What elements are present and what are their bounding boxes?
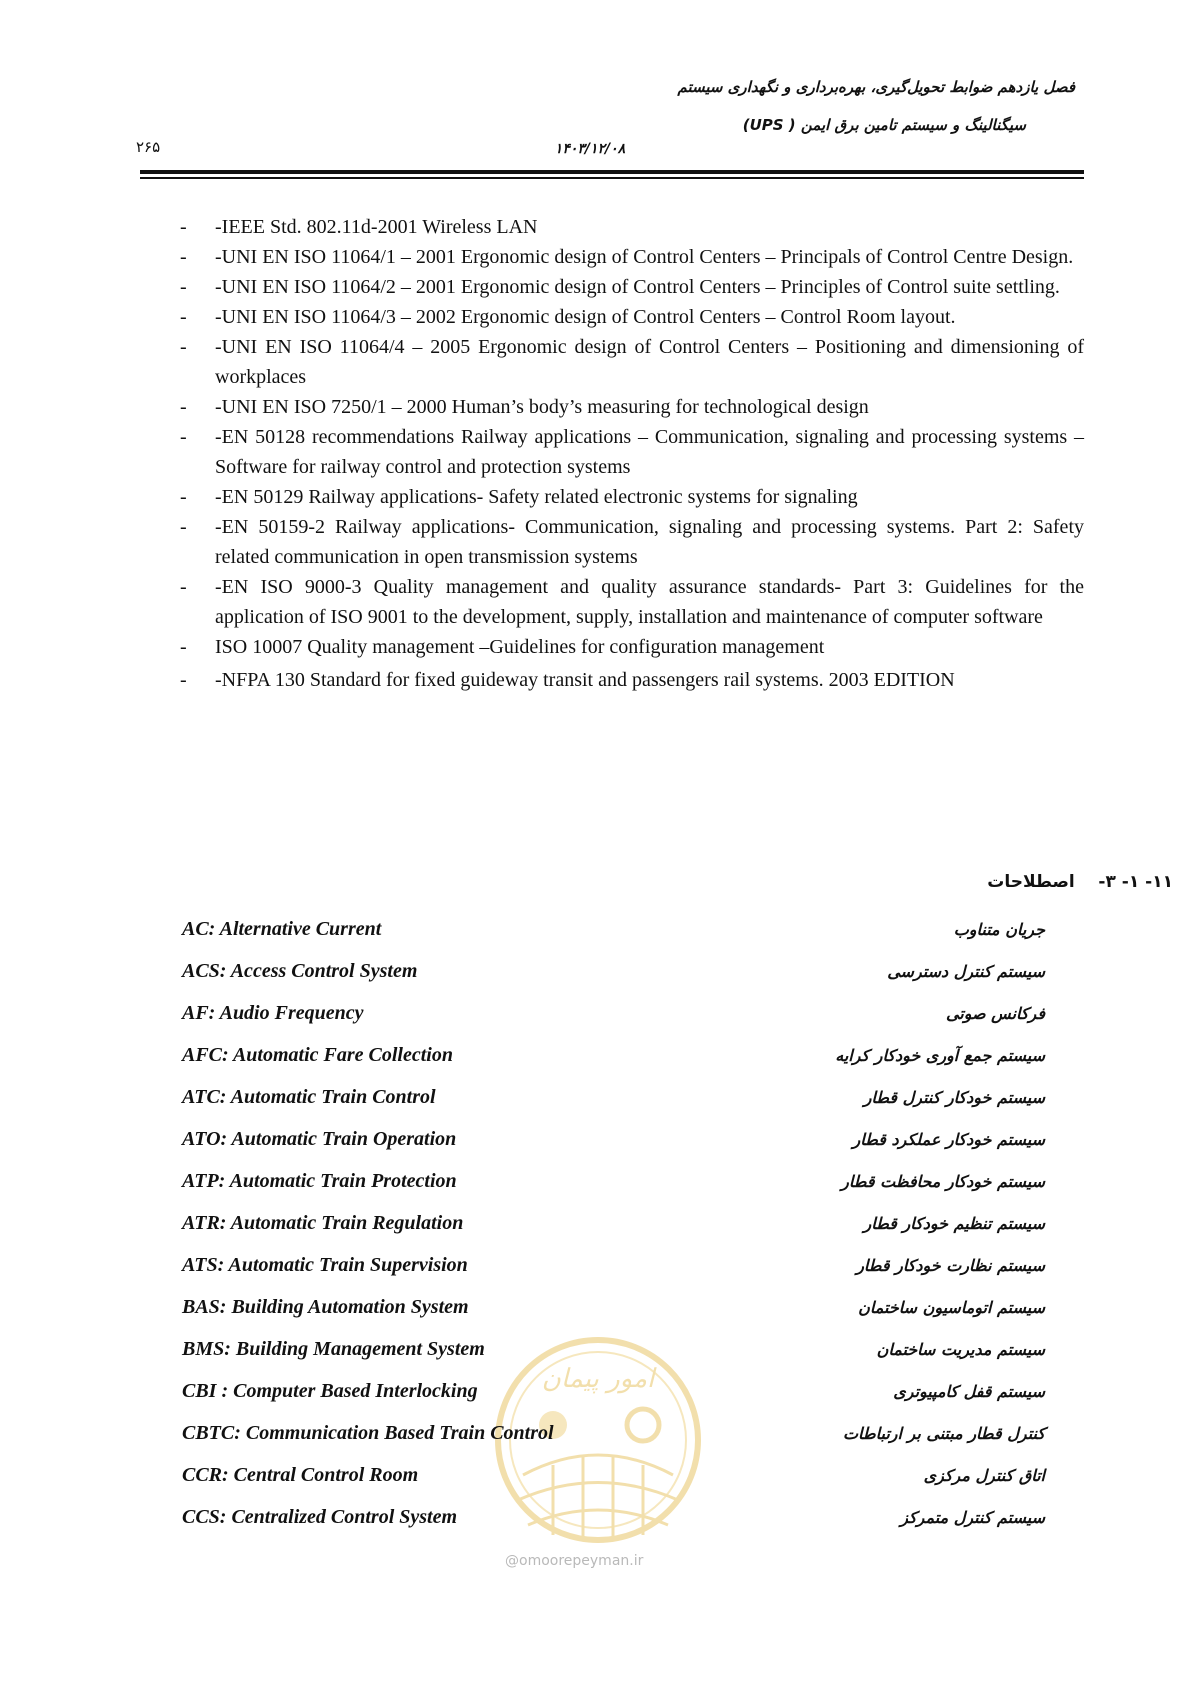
reference-list: [172, 212, 1084, 695]
watermark-logo-text: امور پیمان: [541, 1364, 655, 1394]
term-english: AC: Alternative Current: [182, 918, 382, 940]
term-persian: جریان متناوب: [953, 920, 1045, 939]
term-row: [0, 1254, 1191, 1296]
term-row: [0, 1338, 1191, 1380]
term-persian: کنترل قطار مبتنی بر ارتباطات: [842, 1424, 1045, 1443]
term-english: AF: Audio Frequency: [182, 1002, 364, 1024]
terms-list: [0, 918, 1191, 1548]
term-persian: سیستم قفل کامپیوتری: [893, 1382, 1045, 1401]
term-persian: سیستم خودکار عملکرد قطار: [852, 1130, 1045, 1149]
term-english: ATO: Automatic Train Operation: [182, 1128, 457, 1150]
term-persian: سیستم خودکار محافظت قطار: [841, 1172, 1045, 1191]
term-english: CBTC: Communication Based Train Control: [182, 1422, 554, 1444]
term-english: AFC: Automatic Fare Collection: [182, 1044, 453, 1066]
list-dash: -: [180, 396, 187, 418]
reference-item: - -UNI EN ISO 11064/2 – 2001 Ergonomic design of Control Centers – Principles of Control suite settling.: [172, 272, 1084, 302]
term-english: ATC: Automatic Train Control: [182, 1086, 436, 1108]
section-heading: [873, 872, 1173, 892]
header-rule-thick: [140, 170, 1084, 174]
reference-item: - -UNI EN ISO 11064/4 – 2005 Ergonomic design of Control Centers – Positioning and dimensioning of workplaces: [172, 332, 1084, 392]
watermark-site: @omoorepeyman.ir: [505, 1553, 644, 1569]
list-dash: -: [180, 336, 187, 358]
term-persian: سیستم کنترل دسترسی: [887, 962, 1045, 981]
term-persian: اتاق کنترل مرکزی: [923, 1466, 1045, 1485]
term-persian: سیستم مدیریت ساختمان: [876, 1340, 1045, 1359]
reference-item: - -IEEE Std. 802.11d-2001 Wireless LAN: [172, 212, 1084, 242]
term-persian: سیستم تنظیم خودکار قطار: [863, 1214, 1045, 1233]
term-persian: سیستم کنترل متمرکز: [900, 1508, 1045, 1527]
term-persian: فرکانس صوتی: [945, 1004, 1045, 1023]
term-persian: سیستم جمع آوری خودکار کرایه: [835, 1046, 1045, 1065]
page-number: ۲۶۵: [136, 138, 161, 156]
term-row: [0, 1422, 1191, 1464]
reference-item: - -UNI EN ISO 11064/1 – 2001 Ergonomic design of Control Centers – Principals of Control Centre Design.: [172, 242, 1084, 272]
list-dash: -: [180, 216, 187, 238]
term-english: CCR: Central Control Room: [182, 1464, 419, 1486]
term-english: ATP: Automatic Train Protection: [182, 1170, 457, 1192]
term-english: CCS: Centralized Control System: [182, 1506, 458, 1528]
list-dash: -: [180, 636, 187, 658]
header-rule-thin: [140, 177, 1084, 179]
term-row: [0, 1044, 1191, 1086]
section-title: اصطلاحات: [987, 872, 1075, 892]
reference-item: - -EN ISO 9000-3 Quality management and quality assurance standards- Part 3: Guidelines for the application of ISO 9001 to the development, supply, installation and maintenance of computer software: [172, 572, 1084, 632]
term-english: BAS: Building Automation System: [182, 1296, 469, 1318]
term-row: [0, 918, 1191, 960]
reference-item: - -EN 50128 recommendations Railway applications – Communication, signaling and processing systems – Software for railway control and protection systems: [172, 422, 1084, 482]
reference-item: - -EN 50159-2 Railway applications- Communication, signaling and processing systems. Part 2: Safety related communication in open transmission systems: [172, 512, 1084, 572]
term-row: [0, 1086, 1191, 1128]
list-dash: -: [180, 669, 187, 691]
term-english: BMS: Building Management System: [182, 1338, 485, 1360]
term-english: ACS: Access Control System: [182, 960, 418, 982]
term-english: ATR: Automatic Train Regulation: [182, 1212, 464, 1234]
reference-item: - -UNI EN ISO 11064/3 – 2002 Ergonomic design of Control Centers – Control Room layout.: [172, 302, 1084, 332]
term-row: [0, 1464, 1191, 1506]
term-row: [0, 1296, 1191, 1338]
reference-item: - -NFPA 130 Standard for fixed guideway transit and passengers rail systems. 2003 EDITION: [172, 665, 1084, 695]
term-english: CBI : Computer Based Interlocking: [182, 1380, 478, 1402]
chapter-subtitle: سیگنالینگ و سیستم تامین برق ایمن ( UPS): [742, 116, 1026, 134]
reference-item: - ISO 10007 Quality management –Guidelines for configuration management: [172, 632, 1084, 662]
term-english: ATS: Automatic Train Supervision: [182, 1254, 468, 1276]
term-row: [0, 960, 1191, 1002]
list-dash: -: [180, 426, 187, 448]
chapter-title: فصل یازدهم ضوابط تحویل‌گیری، بهره‌برداری و نگهداری سیستم: [677, 78, 1075, 96]
term-persian: سیستم خودکار کنترل قطار: [863, 1088, 1045, 1107]
term-row: [0, 1380, 1191, 1422]
term-row: [0, 1170, 1191, 1212]
header-date: ۱۴۰۳/۱۲/۰۸: [554, 141, 626, 157]
term-row: [0, 1002, 1191, 1044]
term-row: [0, 1506, 1191, 1548]
list-dash: -: [180, 246, 187, 268]
list-dash: -: [180, 486, 187, 508]
list-dash: -: [180, 276, 187, 298]
list-dash: -: [180, 516, 187, 538]
reference-item: - -UNI EN ISO 7250/1 – 2000 Human’s body’s measuring for technological design: [172, 392, 1084, 422]
list-dash: -: [180, 576, 187, 598]
reference-item: - -EN 50129 Railway applications- Safety related electronic systems for signaling: [172, 482, 1084, 512]
list-dash: -: [180, 306, 187, 328]
term-persian: سیستم نظارت خودکار قطار: [856, 1256, 1045, 1275]
term-persian: سیستم اتوماسیون ساختمان: [858, 1298, 1045, 1317]
term-row: [0, 1212, 1191, 1254]
term-row: [0, 1128, 1191, 1170]
section-number: ۱۱- ۱- ۳-: [1098, 872, 1173, 892]
